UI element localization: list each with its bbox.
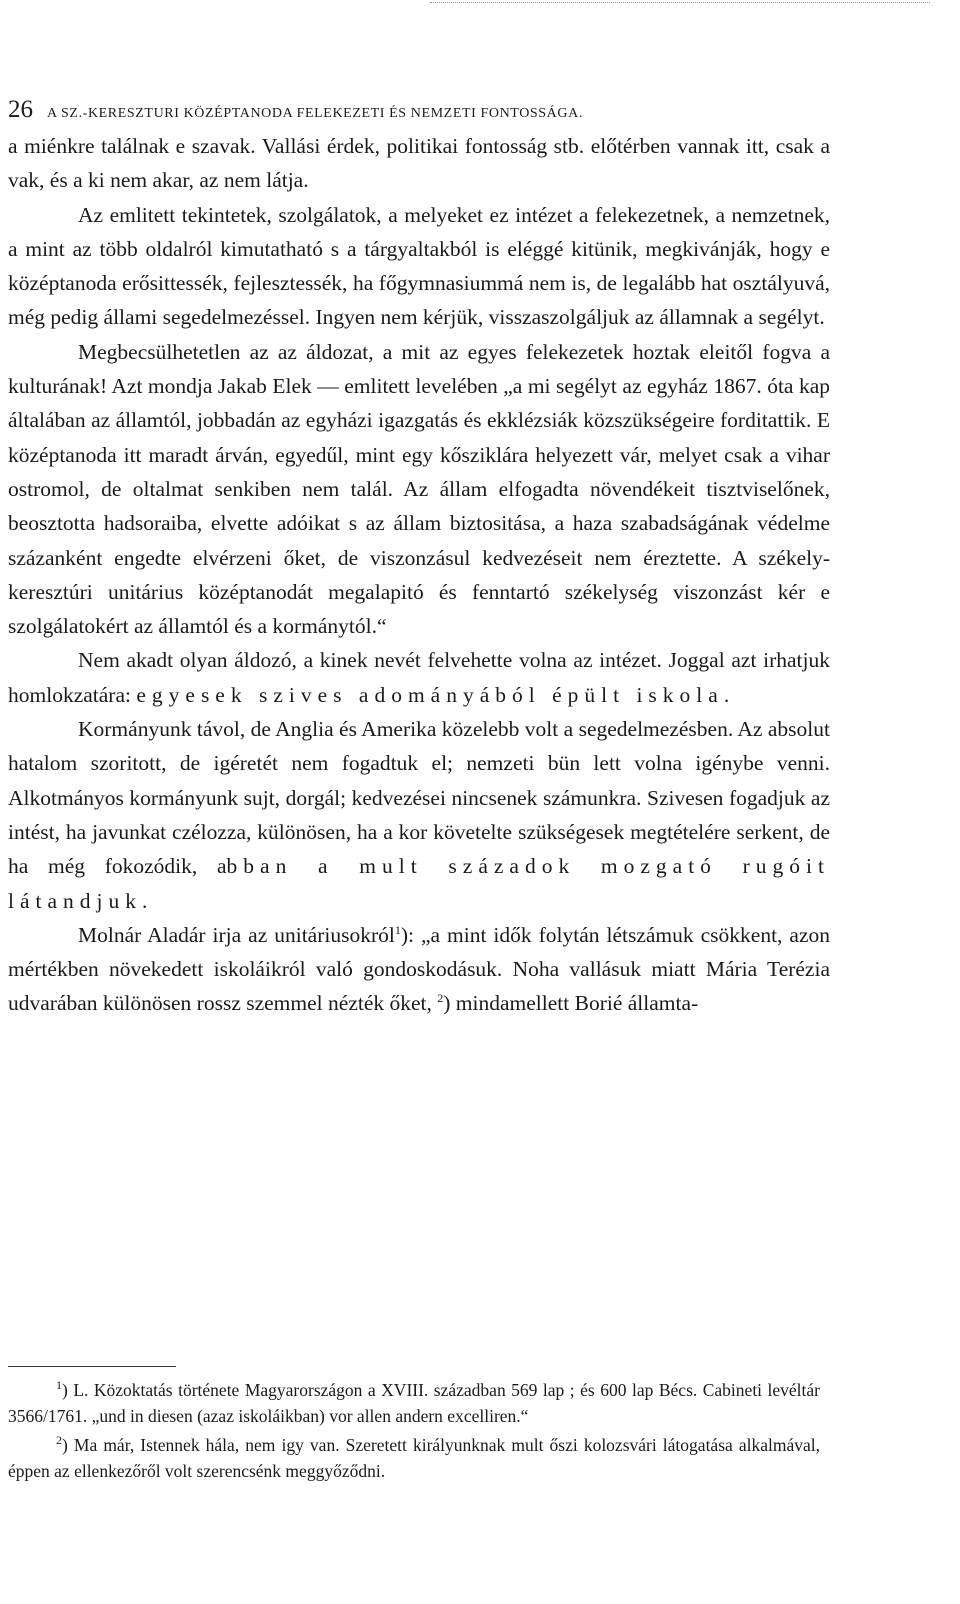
paragraph-6 [8, 918, 830, 1021]
paragraph-6-text-b: ): „a mint idők folytán létszámuk csökkent, azon mértékben növekedett iskoláikról való gondoskodásuk. Noha vallásuk miatt Mária Terézia udvarában különösen rossz szemmel nézték őket, [8, 922, 830, 1016]
main-text [8, 129, 830, 1021]
paragraph-5 [8, 712, 830, 918]
paragraph-4-text: Nem akadt olyan áldozó, a kinek nevét felvehette volna az intézet. Joggal azt irhatjuk homlokzatára: [8, 648, 830, 707]
paragraph-3: Megbecsülhetetlen az az áldozat, a mit az egyes felekezetek hoztak eleitől fogva a kulturának! Azt mondja Jakab Elek — emlitett levelében „a mi segélyt az egyház 1867. óta kap általában az államtól, jobbadán az egyházi igazgatás és ekklézsiák közszükségeire forditattik. E középtanoda itt maradt árván, egyedűl, mint egy kősziklára helyezett vár, melyet csak a vihar ostromol, de oltalmat senkiben nem talál. Az állam elfogadta növendékeit tisztviselőnek, beosztotta hadsoraiba, elvette adóikat s az állam biztositása, a haza szabadságának védelme százanként engedte elvérzeni őket, de viszonzásul kedvezéseit nem éreztette. A székely-keresztúri unitárius középtanodát megalapitó és fenntartó székelység viszonzást kér e szolgálatokért az államtól és a kormánytól.“ [8, 339, 830, 639]
paragraph-6-text-a: Molnár Aladár irja az unitáriusokról [78, 922, 395, 947]
footnote-divider [8, 1366, 176, 1367]
running-title: A SZ.-KERESZTURI KÖZÉPTANODA FELEKEZETI ÉS NEMZETI FONTOSSÁGA. [47, 106, 583, 121]
emphasized-phrase: bban a mult századok mozgató rugóit látandjuk. [8, 854, 830, 913]
footnote-1-mark: 1 [56, 1378, 62, 1393]
paragraph-4 [8, 643, 830, 712]
footnote-1-text: ) L. Közoktatás története Magyarországon a XVIII. században 569 lap ; és 600 lap Bécs. Cabineti levéltár 3566/1761. „und in diesen (azaz iskoláikban) vor allen andern excelliren.“ [8, 1380, 820, 1426]
footnote-2-text: ) Ma már, Istennek hála, nem igy van. Szeretett királyunknak mult őszi kolozsvári látogatása alkalmával, éppen az ellenkezőről volt szerencsénk meggyőződni. [8, 1435, 820, 1481]
footnote-ref-1[interactable]: 1 [394, 922, 401, 937]
footnote-2-mark: 2 [56, 1433, 62, 1448]
emphasized-motto: egyesek szives adományából épült iskola. [136, 682, 736, 707]
footnote-1 [8, 1378, 820, 1429]
page-number: 26 [8, 96, 33, 123]
page-header [8, 96, 583, 124]
scan-edge-mark [430, 2, 930, 3]
footnote-2 [8, 1433, 820, 1484]
paragraph-5-text: Kormányunk távol, de Anglia és Amerika közelebb volt a segedelmezésben. Az absolut hatalom szoritott, de igéretét nem fogadtuk el; nemzeti bün lett volna igénybe venni. Alkotmányos kormányunk sujt, dorgál; kedvezései nincsenek számunkra. Szivesen fogadjuk az intést, ha javunkat czélozza, különösen, ha a kor követelte szükségesek megtételére serkent, de ha még fokozódik, a [8, 717, 830, 879]
footnotes [8, 1378, 820, 1488]
paragraph-6-text-c: ) mindamellett Borié államta- [443, 991, 699, 1016]
footnote-ref-2[interactable]: 2 [437, 991, 444, 1006]
paragraph-2: Az emlitett tekintetek, szolgálatok, a melyeket ez intézet a felekezetnek, a nemzetnek, a mint az több oldalról kimutatható s a tárgyaltakból is eléggé kitünik, megkivánják, hogy e középtanoda erősittessék, fejlesztessék, ha főgymnasiummá nem is, de legalább hat osztályuvá, még pedig állami segedelmezéssel. Ingyen nem kérjük, visszaszolgáljuk az államnak a segélyt. [8, 202, 830, 330]
paragraph-1: a miénkre találnak e szavak. Vallási érdek, politikai fontosság stb. előtérben vannak itt, csak a vak, és a ki nem akar, az nem látja. [8, 134, 830, 193]
